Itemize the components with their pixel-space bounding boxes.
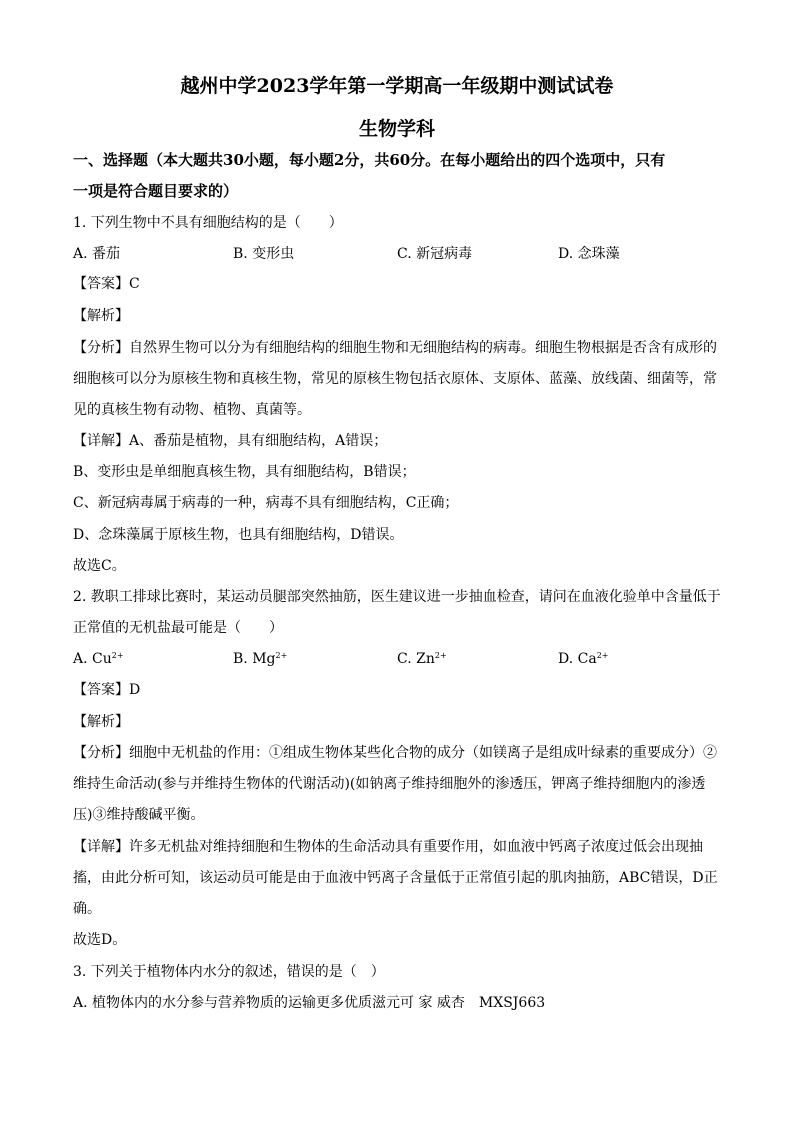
exam-subject: 生物学科 bbox=[358, 118, 435, 140]
q1-detail-line: D、念珠藻属于原核生物，也具有细胞结构，D错误。 bbox=[73, 527, 404, 543]
q2-detail-line: 【详解】许多无机盐对维持细胞和生物体的生命活动具有重要作用，如血液中钙离子浓度过低会出现抽 bbox=[73, 839, 703, 855]
q2-detail-line: 确。 bbox=[73, 901, 101, 917]
q1-conclusion: 故选C。 bbox=[73, 558, 126, 574]
q1-analysis-line: 细胞核可以分为原核生物和真核生物，常见的原核生物包括衣原体、支原体、蓝藻、放线菌、细菌等，常 bbox=[73, 371, 717, 387]
q1-option-a: A. 番茄 bbox=[73, 246, 121, 262]
q2-analysis-line: 维持生命活动(参与并维持生物体的代谢活动)(如钠离子维持细胞外的渗透压，钾离子维持细胞内的渗透 bbox=[73, 776, 706, 792]
q1-answer: 【答案】C bbox=[73, 276, 140, 292]
q1-analysis-line: 见的真核生物有动物、植物、真菌等。 bbox=[73, 402, 311, 418]
q1-option-c: C. 新冠病毒 bbox=[397, 246, 473, 262]
q2-option-b: B. $Mg^{2+}$ bbox=[233, 651, 288, 667]
q3-stem: 3. 下列关于植物体内水分的叙述，错误的是（ ） bbox=[73, 964, 385, 980]
q2-stem-line: 正常值的无机盐最可能是（ ） bbox=[73, 620, 283, 636]
q1-stem: 1. 下列生物中不具有细胞结构的是（ ） bbox=[73, 215, 343, 231]
q1-detail-line: B、变形虫是单细胞真核生物，具有细胞结构，B错误； bbox=[73, 464, 416, 480]
q2-stem-line: 2. 教职工排球比赛时，某运动员腿部突然抽筋，医生建议进一步抽血检查，请问在血液化验单中含量低于 bbox=[73, 589, 721, 605]
q2-conclusion: 故选D。 bbox=[73, 932, 127, 948]
q2-option-c: C. $Zn^{2+}$ bbox=[397, 651, 447, 667]
section-heading-line2: 一项是符合题目要求的） bbox=[73, 182, 239, 200]
q2-option-d: D. $Ca^{2+}$ bbox=[558, 651, 609, 667]
q2-analysis-line: 【分析】细胞中无机盐的作用：①组成生物体某些化合物的成分（如镁离子是组成叶绿素的重要成分）② bbox=[73, 745, 717, 761]
q2-option-a: A. $Cu^{2+}$ bbox=[73, 651, 124, 667]
q2-analysis-head: 【解析】 bbox=[73, 714, 129, 730]
q2-detail-line: 搐，由此分析可知，该运动员可能是由于血液中钙离子含量低于正常值引起的肌肉抽筋，ABC错误，D正 bbox=[73, 870, 718, 886]
exam-title: 越州中学2023学年第一学期高一年级期中测试试卷 bbox=[180, 75, 614, 97]
q1-option-d: D. 念珠藻 bbox=[558, 246, 620, 262]
section-heading-line1: 一、选择题（本大题共30小题，每小题2分，共60分。在每小题给出的四个选项中，只有 bbox=[73, 151, 666, 169]
q1-analysis-head: 【解析】 bbox=[73, 308, 129, 324]
q2-answer: 【答案】D bbox=[73, 682, 141, 698]
q1-option-b: B. 变形虫 bbox=[233, 246, 295, 262]
q1-detail-line: 【详解】A、番茄是植物，具有细胞结构，A错误； bbox=[73, 433, 388, 449]
q1-analysis-line: 【分析】自然界生物可以分为有细胞结构的细胞生物和无细胞结构的病毒。细胞生物根据是否含有成形的 bbox=[73, 340, 717, 356]
q2-analysis-line: 压)③维持酸碱平衡。 bbox=[73, 807, 205, 823]
q3-option-a: A. 植物体内的水分参与营养物质的运输更多优质滋元可 家 威杏 MXSJ663 bbox=[73, 995, 546, 1011]
q1-detail-line: C、新冠病毒属于病毒的一种，病毒不具有细胞结构，C正确； bbox=[73, 495, 459, 511]
